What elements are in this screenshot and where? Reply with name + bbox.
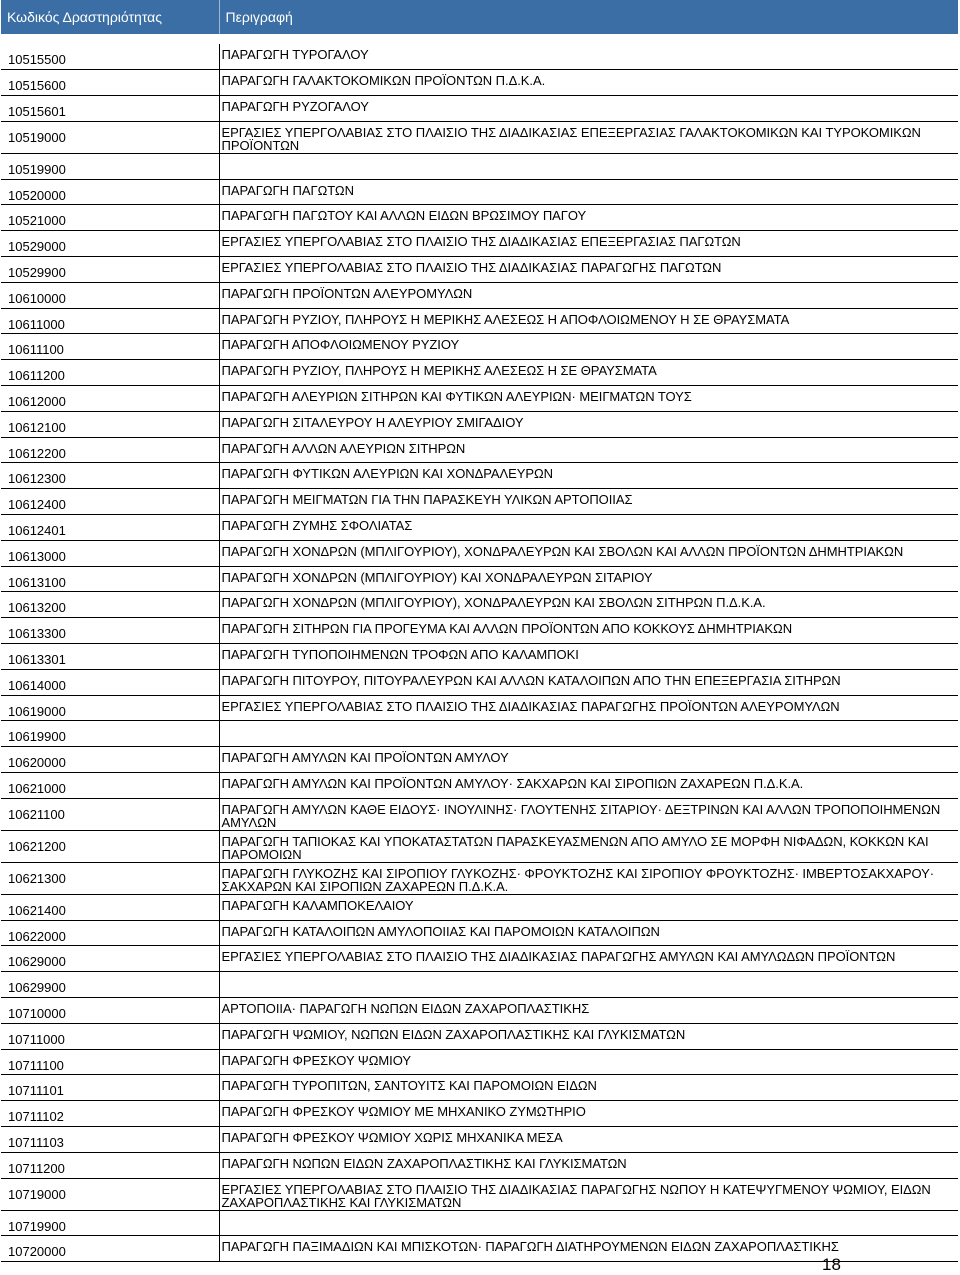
activity-code: 10612300: [1, 463, 219, 489]
table-row: [1, 695, 958, 721]
table-row: [1, 830, 958, 862]
activity-code: 10611100: [1, 334, 219, 360]
table-row: [1, 1178, 958, 1210]
activity-description: ΠΑΡΑΓΩΓΗ ΡΥΖΙΟΥ, ΠΛΗΡΟΥΣ Η ΜΕΡΙΚΗΣ ΑΛΕΣΕΩΣ Η ΑΠΟΦΛΟΙΩΜΕΝΟΥ Η ΣΕ ΘΡΑΥΣΜΑΤΑ: [219, 308, 958, 334]
activity-code: 10612100: [1, 411, 219, 437]
activity-description: ΑΡΤΟΠΟΙΙΑ· ΠΑΡΑΓΩΓΗ ΝΩΠΩΝ ΕΙΔΩΝ ΖΑΧΑΡΟΠΛΑΣΤΙΚΗΣ: [219, 998, 958, 1024]
table-row: [1, 411, 958, 437]
table-row: [1, 669, 958, 695]
table-row: [1, 44, 958, 70]
activity-description: ΠΑΡΑΓΩΓΗ ΑΠΟΦΛΟΙΩΜΕΝΟΥ ΡΥΖΙΟΥ: [219, 334, 958, 360]
table-row: [1, 618, 958, 644]
activity-code: 10719900: [1, 1210, 219, 1236]
activity-description: ΠΑΡΑΓΩΓΗ ΡΥΖΟΓΑΛΟΥ: [219, 96, 958, 122]
table-row: [1, 721, 958, 747]
activity-description: ΕΡΓΑΣΙΕΣ ΥΠΕΡΓΟΛΑΒΙΑΣ ΣΤΟ ΠΛΑΙΣΙΟ ΤΗΣ ΔΙΑΔΙΚΑΣΙΑΣ ΠΑΡΑΓΩΓΗΣ ΠΑΓΩΤΩΝ: [219, 257, 958, 283]
activity-codes-table: [1, 0, 958, 1262]
activity-description: ΠΑΡΑΓΩΓΗ ΨΩΜΙΟΥ, ΝΩΠΩΝ ΕΙΔΩΝ ΖΑΧΑΡΟΠΛΑΣΤΙΚΗΣ ΚΑΙ ΓΛΥΚΙΣΜΑΤΩΝ: [219, 1023, 958, 1049]
activity-code: 10529000: [1, 231, 219, 257]
table-row: [1, 894, 958, 920]
header-description: Περιγραφή: [219, 0, 958, 34]
activity-description: ΠΑΡΑΓΩΓΗ ΠΡΟΪΟΝΤΩΝ ΑΛΕΥΡΟΜΥΛΩΝ: [219, 282, 958, 308]
activity-code: 10614000: [1, 669, 219, 695]
activity-code: 10521000: [1, 205, 219, 231]
activity-description: ΠΑΡΑΓΩΓΗ ΦΡΕΣΚΟΥ ΨΩΜΙΟΥ ΧΩΡΙΣ ΜΗΧΑΝΙΚΑ ΜΕΣΑ: [219, 1126, 958, 1152]
activity-code: 10613100: [1, 566, 219, 592]
activity-code: 10621300: [1, 862, 219, 894]
activity-description: ΠΑΡΑΓΩΓΗ ΑΜΥΛΩΝ ΚΑΙ ΠΡΟΪΟΝΤΩΝ ΑΜΥΛΟΥ: [219, 747, 958, 773]
table-row: [1, 153, 958, 179]
activity-code: 10612400: [1, 489, 219, 515]
table-row: [1, 644, 958, 670]
table-row: [1, 96, 958, 122]
activity-code: 10621200: [1, 830, 219, 862]
table-row: [1, 1236, 958, 1262]
activity-code: 10711000: [1, 1023, 219, 1049]
activity-description: ΠΑΡΑΓΩΓΗ ΣΙΤΑΛΕΥΡΟΥ Η ΑΛΕΥΡΙΟΥ ΣΜΙΓΑΔΙΟΥ: [219, 411, 958, 437]
activity-code: 10519900: [1, 153, 219, 179]
activity-description: ΕΡΓΑΣΙΕΣ ΥΠΕΡΓΟΛΑΒΙΑΣ ΣΤΟ ΠΛΑΙΣΙΟ ΤΗΣ ΔΙΑΔΙΚΑΣΙΑΣ ΕΠΕΞΕΡΓΑΣΙΑΣ ΠΑΓΩΤΩΝ: [219, 231, 958, 257]
activity-description: ΠΑΡΑΓΩΓΗ ΦΥΤΙΚΩΝ ΑΛΕΥΡΙΩΝ ΚΑΙ ΧΟΝΔΡΑΛΕΥΡΩΝ: [219, 463, 958, 489]
activity-code: 10520000: [1, 179, 219, 205]
activity-description: ΠΑΡΑΓΩΓΗ ΧΟΝΔΡΩΝ (ΜΠΛΙΓΟΥΡΙΟΥ), ΧΟΝΔΡΑΛΕΥΡΩΝ ΚΑΙ ΣΒΟΛΩΝ ΣΙΤΗΡΩΝ Π.Δ.Κ.Α.: [219, 592, 958, 618]
activity-code: 10619000: [1, 695, 219, 721]
activity-description: ΠΑΡΑΓΩΓΗ ΤΥΡΟΓΑΛΟΥ: [219, 44, 958, 70]
activity-description: ΠΑΡΑΓΩΓΗ ΖΥΜΗΣ ΣΦΟΛΙΑΤΑΣ: [219, 515, 958, 541]
activity-description: [219, 1210, 958, 1236]
activity-description: ΠΑΡΑΓΩΓΗ ΧΟΝΔΡΩΝ (ΜΠΛΙΓΟΥΡΙΟΥ), ΧΟΝΔΡΑΛΕΥΡΩΝ ΚΑΙ ΣΒΟΛΩΝ ΚΑΙ ΑΛΛΩΝ ΠΡΟΪΟΝΤΩΝ ΔΗΜΗΤΡΙΑΚΩΝ: [219, 540, 958, 566]
activity-description: ΠΑΡΑΓΩΓΗ ΧΟΝΔΡΩΝ (ΜΠΛΙΓΟΥΡΙΟΥ) ΚΑΙ ΧΟΝΔΡΑΛΕΥΡΩΝ ΣΙΤΑΡΙΟΥ: [219, 566, 958, 592]
table-row: [1, 70, 958, 96]
table-row: [1, 862, 958, 894]
activity-description: ΠΑΡΑΓΩΓΗ ΓΛΥΚΟΖΗΣ ΚΑΙ ΣΙΡΟΠΙΟΥ ΓΛΥΚΟΖΗΣ· ΦΡΟΥΚΤΟΖΗΣ ΚΑΙ ΣΙΡΟΠΙΟΥ ΦΡΟΥΚΤΟΖΗΣ· ΙΜΒΕΡΤΟΣΑΚΧΑΡΟΥ· ΣΑΚΧΑΡΩΝ ΚΑΙ ΣΙΡΟΠΙΩΝ ΖΑΧΑΡΕΩΝ Π.Δ.Κ.Α.: [219, 862, 958, 894]
activity-description: ΠΑΡΑΓΩΓΗ ΤΥΡΟΠΙΤΩΝ, ΣΑΝΤΟΥΙΤΣ ΚΑΙ ΠΑΡΟΜΟΙΩΝ ΕΙΔΩΝ: [219, 1075, 958, 1101]
activity-description: ΕΡΓΑΣΙΕΣ ΥΠΕΡΓΟΛΑΒΙΑΣ ΣΤΟ ΠΛΑΙΣΙΟ ΤΗΣ ΔΙΑΔΙΚΑΣΙΑΣ ΕΠΕΞΕΡΓΑΣΙΑΣ ΓΑΛΑΚΤΟΚΟΜΙΚΩΝ ΚΑΙ ΤΥΡΟΚΟΜΙΚΩΝ ΠΡΟΪΟΝΤΩΝ: [219, 121, 958, 153]
table-row: [1, 920, 958, 946]
activity-code: 10613200: [1, 592, 219, 618]
table-row: [1, 360, 958, 386]
table-row: [1, 998, 958, 1024]
activity-description: ΠΑΡΑΓΩΓΗ ΠΑΞΙΜΑΔΙΩΝ ΚΑΙ ΜΠΙΣΚΟΤΩΝ· ΠΑΡΑΓΩΓΗ ΔΙΑΤΗΡΟΥΜΕΝΩΝ ΕΙΔΩΝ ΖΑΧΑΡΟΠΛΑΣΤΙΚΗΣ: [219, 1236, 958, 1262]
page-number: 18: [822, 1255, 841, 1274]
activity-description: ΠΑΡΑΓΩΓΗ ΓΑΛΑΚΤΟΚΟΜΙΚΩΝ ΠΡΟΪΟΝΤΩΝ Π.Δ.Κ.Α.: [219, 70, 958, 96]
activity-code: 10720000: [1, 1236, 219, 1262]
activity-description: ΠΑΡΑΓΩΓΗ ΣΙΤΗΡΩΝ ΓΙΑ ΠΡΟΓΕΥΜΑ ΚΑΙ ΑΛΛΩΝ ΠΡΟΪΟΝΤΩΝ ΑΠΟ ΚΟΚΚΟΥΣ ΔΗΜΗΤΡΙΑΚΩΝ: [219, 618, 958, 644]
activity-description: ΠΑΡΑΓΩΓΗ ΡΥΖΙΟΥ, ΠΛΗΡΟΥΣ Η ΜΕΡΙΚΗΣ ΑΛΕΣΕΩΣ Η ΣΕ ΘΡΑΥΣΜΑΤΑ: [219, 360, 958, 386]
activity-code: 10519000: [1, 121, 219, 153]
activity-description: ΕΡΓΑΣΙΕΣ ΥΠΕΡΓΟΛΑΒΙΑΣ ΣΤΟ ΠΛΑΙΣΙΟ ΤΗΣ ΔΙΑΔΙΚΑΣΙΑΣ ΠΑΡΑΓΩΓΗΣ ΠΡΟΪΟΝΤΩΝ ΑΛΕΥΡΟΜΥΛΩΝ: [219, 695, 958, 721]
activity-code: 10629000: [1, 946, 219, 972]
table-row: [1, 205, 958, 231]
activity-description: ΠΑΡΑΓΩΓΗ ΑΜΥΛΩΝ ΚΑΘΕ ΕΙΔΟΥΣ· ΙΝΟΥΛΙΝΗΣ· ΓΛΟΥΤΕΝΗΣ ΣΙΤΑΡΙΟΥ· ΔΕΞΤΡΙΝΩΝ ΚΑΙ ΑΛΛΩΝ ΤΡΟΠΟΠΟΙΗΜΕΝΩΝ ΑΜΥΛΩΝ: [219, 798, 958, 830]
table-row: [1, 489, 958, 515]
activity-description: [219, 721, 958, 747]
activity-code: 10621100: [1, 798, 219, 830]
activity-code: 10515601: [1, 96, 219, 122]
table-row: [1, 566, 958, 592]
activity-code: 10711102: [1, 1101, 219, 1127]
activity-description: ΠΑΡΑΓΩΓΗ ΚΑΛΑΜΠΟΚΕΛΑΙΟΥ: [219, 894, 958, 920]
table-header: [1, 0, 958, 34]
activity-code: 10515500: [1, 44, 219, 70]
table-row: [1, 437, 958, 463]
table-row: [1, 1101, 958, 1127]
table-row: [1, 515, 958, 541]
activity-code: 10612401: [1, 515, 219, 541]
table-body: [1, 34, 958, 1262]
activity-description: ΠΑΡΑΓΩΓΗ ΚΑΤΑΛΟΙΠΩΝ ΑΜΥΛΟΠΟΙΙΑΣ ΚΑΙ ΠΑΡΟΜΟΙΩΝ ΚΑΤΑΛΟΙΠΩΝ: [219, 920, 958, 946]
activity-description: ΠΑΡΑΓΩΓΗ ΑΛΛΩΝ ΑΛΕΥΡΙΩΝ ΣΙΤΗΡΩΝ: [219, 437, 958, 463]
activity-code: 10529900: [1, 257, 219, 283]
header-code: Κωδικός Δραστηριότητας: [1, 0, 219, 34]
table-row: [1, 540, 958, 566]
activity-code: 10619900: [1, 721, 219, 747]
table-row: [1, 121, 958, 153]
table-row: [1, 386, 958, 412]
table-row: [1, 798, 958, 830]
activity-description: ΠΑΡΑΓΩΓΗ ΦΡΕΣΚΟΥ ΨΩΜΙΟΥ ΜΕ ΜΗΧΑΝΙΚΟ ΖΥΜΩΤΗΡΙΟ: [219, 1101, 958, 1127]
table-row: [1, 1126, 958, 1152]
activity-code: 10610000: [1, 282, 219, 308]
activity-code: 10711103: [1, 1126, 219, 1152]
activity-description: ΠΑΡΑΓΩΓΗ ΝΩΠΩΝ ΕΙΔΩΝ ΖΑΧΑΡΟΠΛΑΣΤΙΚΗΣ ΚΑΙ ΓΛΥΚΙΣΜΑΤΩΝ: [219, 1152, 958, 1178]
activity-description: ΠΑΡΑΓΩΓΗ ΠΑΓΩΤΩΝ: [219, 179, 958, 205]
table-row: [1, 946, 958, 972]
table-row: [1, 1210, 958, 1236]
activity-code: 10613000: [1, 540, 219, 566]
table-row: [1, 1075, 958, 1101]
table-row: [1, 1023, 958, 1049]
activity-code: 10621400: [1, 894, 219, 920]
activity-code: 10612000: [1, 386, 219, 412]
table-row: [1, 334, 958, 360]
activity-description: ΠΑΡΑΓΩΓΗ ΠΑΓΩΤΟΥ ΚΑΙ ΑΛΛΩΝ ΕΙΔΩΝ ΒΡΩΣΙΜΟΥ ΠΑΓΟΥ: [219, 205, 958, 231]
table-row: [1, 179, 958, 205]
activity-description: ΠΑΡΑΓΩΓΗ ΠΙΤΟΥΡΟΥ, ΠΙΤΟΥΡΑΛΕΥΡΩΝ ΚΑΙ ΑΛΛΩΝ ΚΑΤΑΛΟΙΠΩΝ ΑΠΟ ΤΗΝ ΕΠΕΞΕΡΓΑΣΙΑ ΣΙΤΗΡΩΝ: [219, 669, 958, 695]
activity-code: 10612200: [1, 437, 219, 463]
activity-code: 10711101: [1, 1075, 219, 1101]
table-row: [1, 308, 958, 334]
activity-description: ΠΑΡΑΓΩΓΗ ΤΑΠΙΟΚΑΣ ΚΑΙ ΥΠΟΚΑΤΑΣΤΑΤΩΝ ΠΑΡΑΣΚΕΥΑΣΜΕΝΩΝ ΑΠΟ ΑΜΥΛΟ ΣΕ ΜΟΡΦΗ ΝΙΦΑΔΩΝ, ΚΟΚΚΩΝ ΚΑΙ ΠΑΡΟΜΟΙΩΝ: [219, 830, 958, 862]
activity-description: ΠΑΡΑΓΩΓΗ ΤΥΠΟΠΟΙΗΜΕΝΩΝ ΤΡΟΦΩΝ ΑΠΟ ΚΑΛΑΜΠΟΚΙ: [219, 644, 958, 670]
activity-description: ΠΑΡΑΓΩΓΗ ΑΜΥΛΩΝ ΚΑΙ ΠΡΟΪΟΝΤΩΝ ΑΜΥΛΟΥ· ΣΑΚΧΑΡΩΝ ΚΑΙ ΣΙΡΟΠΙΩΝ ΖΑΧΑΡΕΩΝ Π.Δ.Κ.Α.: [219, 773, 958, 799]
activity-code: 10622000: [1, 920, 219, 946]
activity-code: 10613301: [1, 644, 219, 670]
activity-description: [219, 972, 958, 998]
activity-description: ΠΑΡΑΓΩΓΗ ΦΡΕΣΚΟΥ ΨΩΜΙΟΥ: [219, 1049, 958, 1075]
activity-code: 10711200: [1, 1152, 219, 1178]
activity-code: 10621000: [1, 773, 219, 799]
table-row: [1, 257, 958, 283]
activity-code: 10719000: [1, 1178, 219, 1210]
activity-code: 10710000: [1, 998, 219, 1024]
table-row: [1, 592, 958, 618]
activity-code: 10711100: [1, 1049, 219, 1075]
activity-description: [219, 153, 958, 179]
activity-code: 10620000: [1, 747, 219, 773]
table-row: [1, 231, 958, 257]
activity-code: 10613300: [1, 618, 219, 644]
activity-code: 10611000: [1, 308, 219, 334]
table-row: [1, 747, 958, 773]
table-row: [1, 972, 958, 998]
activity-code: 10629900: [1, 972, 219, 998]
table-row: [1, 773, 958, 799]
activity-code: 10515600: [1, 70, 219, 96]
table-row: [1, 1049, 958, 1075]
table-row: [1, 1152, 958, 1178]
activity-description: ΠΑΡΑΓΩΓΗ ΜΕΙΓΜΑΤΩΝ ΓΙΑ ΤΗΝ ΠΑΡΑΣΚΕΥΗ ΥΛΙΚΩΝ ΑΡΤΟΠΟΙΙΑΣ: [219, 489, 958, 515]
activity-description: ΕΡΓΑΣΙΕΣ ΥΠΕΡΓΟΛΑΒΙΑΣ ΣΤΟ ΠΛΑΙΣΙΟ ΤΗΣ ΔΙΑΔΙΚΑΣΙΑΣ ΠΑΡΑΓΩΓΗΣ ΑΜΥΛΩΝ ΚΑΙ ΑΜΥΛΩΔΩΝ ΠΡΟΪΟΝΤΩΝ: [219, 946, 958, 972]
activity-code: 10611200: [1, 360, 219, 386]
table-row: [1, 463, 958, 489]
activity-description: ΕΡΓΑΣΙΕΣ ΥΠΕΡΓΟΛΑΒΙΑΣ ΣΤΟ ΠΛΑΙΣΙΟ ΤΗΣ ΔΙΑΔΙΚΑΣΙΑΣ ΠΑΡΑΓΩΓΗΣ ΝΩΠΟΥ Η ΚΑΤΕΨΥΓΜΕΝΟΥ ΨΩΜΙΟΥ, ΕΙΔΩΝ ΖΑΧΑΡΟΠΛΑΣΤΙΚΗΣ ΚΑΙ ΓΛΥΚΙΣΜΑΤΩΝ: [219, 1178, 958, 1210]
activity-description: ΠΑΡΑΓΩΓΗ ΑΛΕΥΡΙΩΝ ΣΙΤΗΡΩΝ ΚΑΙ ΦΥΤΙΚΩΝ ΑΛΕΥΡΙΩΝ· ΜΕΙΓΜΑΤΩΝ ΤΟΥΣ: [219, 386, 958, 412]
table-row: [1, 282, 958, 308]
